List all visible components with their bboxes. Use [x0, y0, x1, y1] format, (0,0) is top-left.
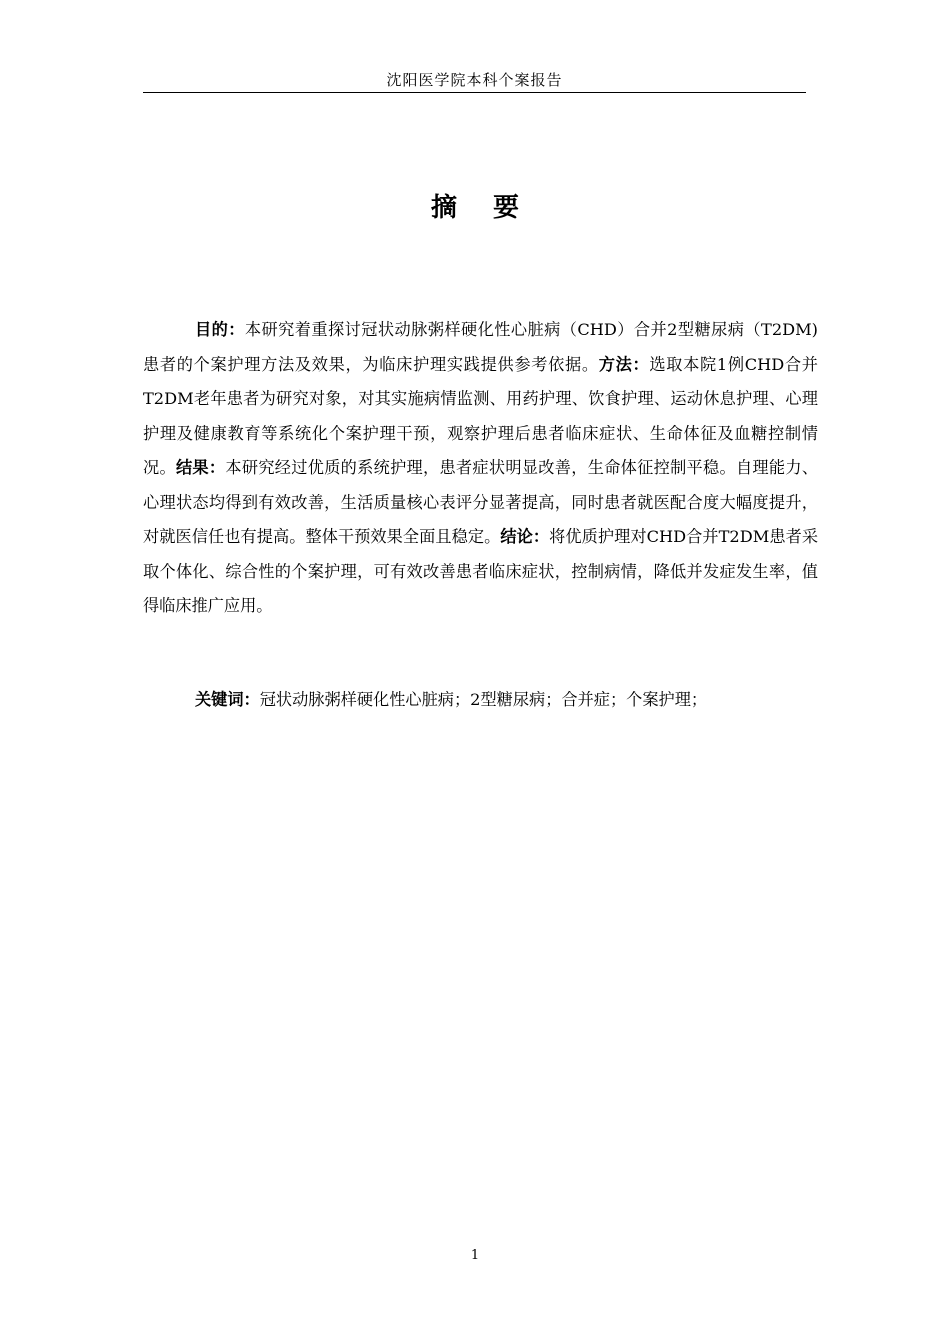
objective-text: 本研究着重探讨冠状动脉粥样硬化性心脏病（CHD）合并2型糖尿病（T2DM)患者的个案护理方法及效果，为临床护理实践提供参考依据。: [143, 320, 818, 374]
title-char-1: 摘: [430, 193, 457, 223]
conclusion-label: 结论：: [500, 527, 550, 546]
methods-label: 方法：: [598, 354, 650, 374]
methods-text: 选取本院1例CHD合并T2DM老年患者为研究对象，对其实施病情监测、用药护理、饮食护理、运动休息护理、心理护理及健康教育等系统化个案护理干预，观察护理后患者临床症状、生命体征及血糖控制情况。: [143, 354, 818, 477]
page-title: [0, 188, 950, 228]
title-char-2: 要: [493, 193, 520, 223]
keywords-label: 关键词：: [195, 690, 260, 709]
keywords-text: 冠状动脉粥样硬化性心脏病；2型糖尿病；合并症；个案护理；: [259, 690, 708, 709]
keywords-paragraph: [143, 683, 818, 718]
abstract-paragraph: [143, 313, 818, 624]
page-number: 1: [470, 1248, 480, 1263]
results-label: 结果：: [175, 458, 226, 477]
header-text: 沈阳医学院本科个案报告: [386, 71, 563, 89]
results-text: 本研究经过优质的系统护理，患者症状明显改善，生命体征控制平稳。自理能力、心理状态均得到有效改善，生活质量核心表评分显著提高，同时患者就医配合度大幅度提升，对就医信任也有提高。整体干预效果全面且稳定。: [143, 458, 819, 546]
page-header: [143, 68, 806, 93]
objective-label: 目的：: [195, 320, 245, 339]
conclusion-text: 将优质护理对CHD合并T2DM患者采取个体化、综合性的个案护理，可有效改善患者临床症状，控制病情，降低并发症发生率，值得临床推广应用。: [143, 527, 819, 615]
